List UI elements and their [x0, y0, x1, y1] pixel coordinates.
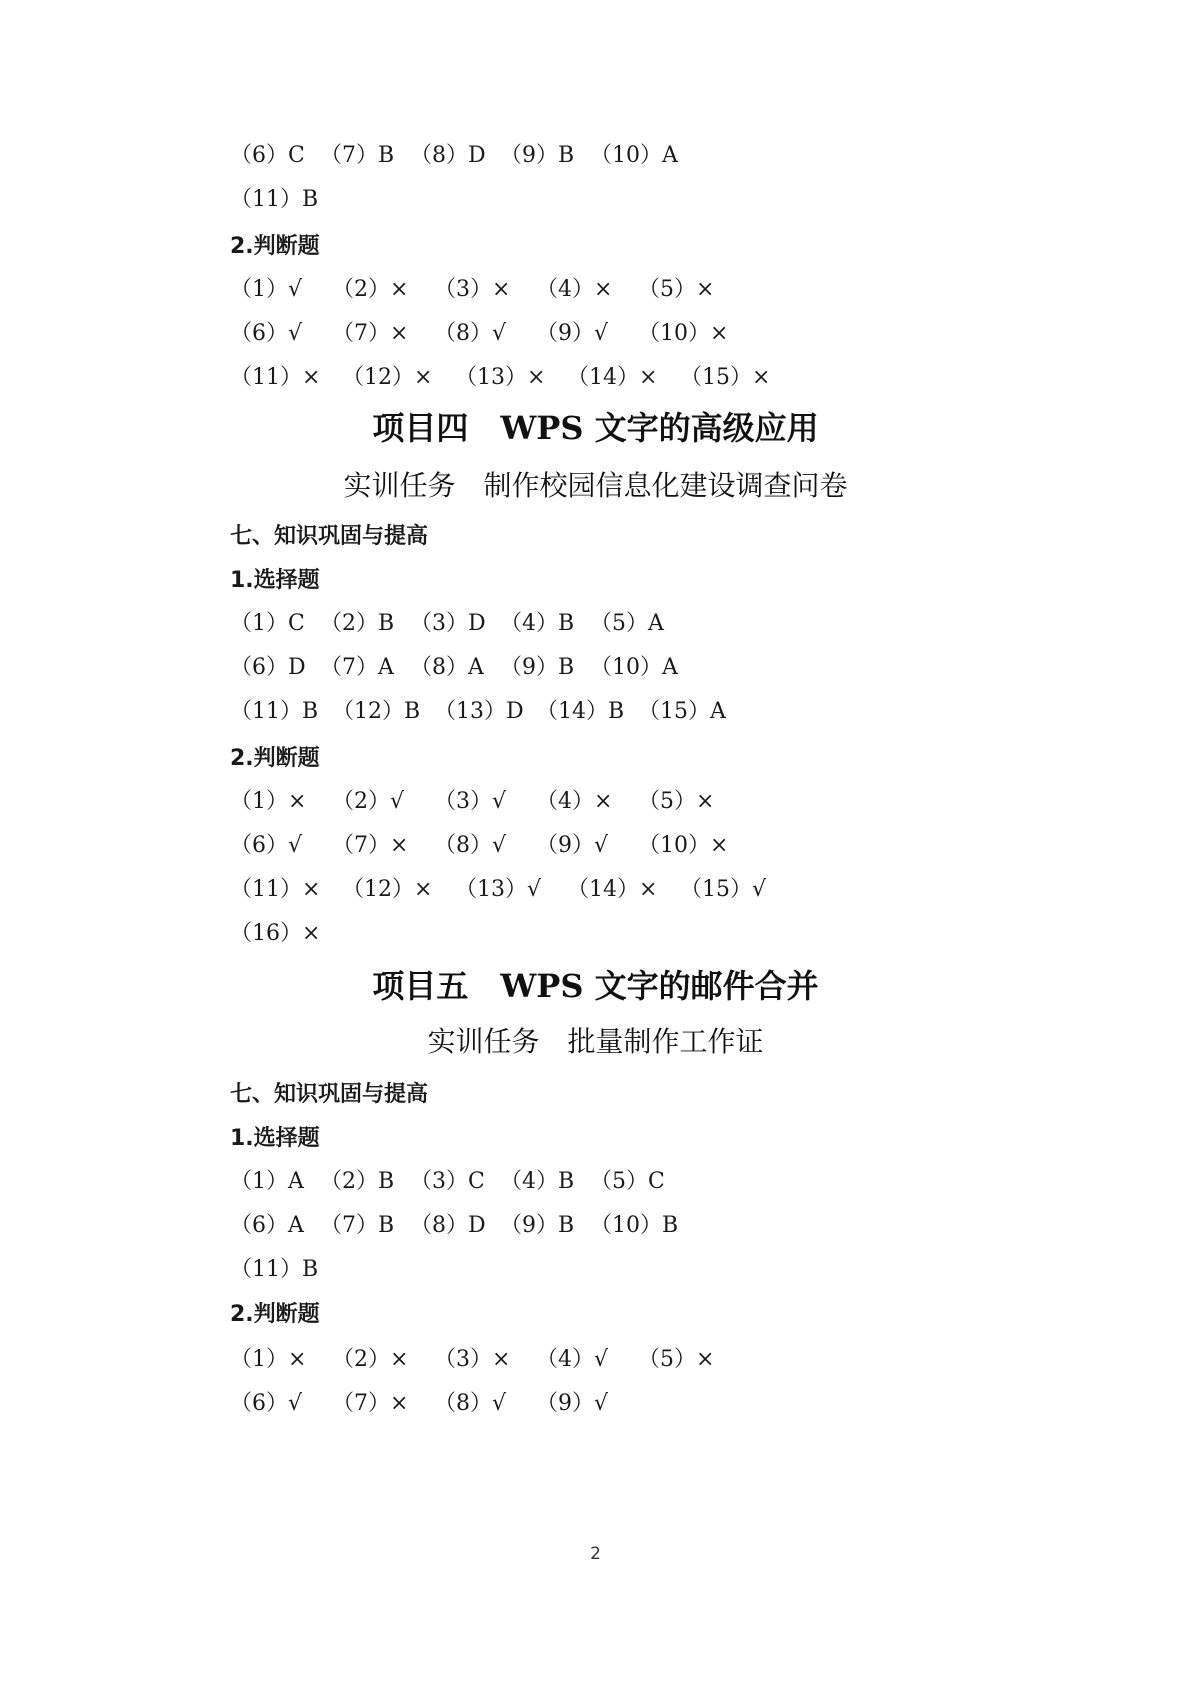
section-heading: 2.判断题 — [230, 234, 320, 259]
answer-item: （1）√ — [230, 277, 303, 302]
answer-item: （11）× — [230, 365, 321, 390]
answer-item: （7）× — [332, 321, 409, 346]
answer-item: （7）B — [320, 1213, 395, 1238]
answer-item: （11）× — [230, 877, 321, 902]
answer-item: （10）× — [638, 321, 729, 346]
answer-item: （9）√ — [536, 833, 609, 858]
answer-item: （9）√ — [536, 321, 609, 346]
answer-item: （3）D — [410, 611, 486, 636]
answer-item: （4）√ — [536, 1347, 609, 1372]
answer-item: （8）D — [410, 143, 486, 168]
answer-item: （1）C — [230, 611, 305, 636]
answer-item: （5）C — [590, 1169, 665, 1194]
answer-item: （2）B — [320, 611, 395, 636]
answer-item: （4）× — [536, 789, 613, 814]
answer-item: （15）√ — [680, 877, 767, 902]
answer-item: （8）D — [410, 1213, 486, 1238]
answer-item: （10）A — [590, 143, 678, 168]
answer-item: （1）A — [230, 1169, 304, 1194]
answer-item: （6）D — [230, 655, 306, 680]
section-heading: 2.判断题 — [230, 1302, 320, 1327]
answer-item: （3）× — [434, 277, 511, 302]
section-heading: 1.选择题 — [230, 568, 320, 593]
answer-item: （5）× — [638, 277, 715, 302]
answer-item: （6）A — [230, 1213, 304, 1238]
answer-item: （1）× — [230, 789, 307, 814]
answer-item: （8）√ — [434, 833, 507, 858]
answer-item: （4）B — [500, 1169, 575, 1194]
answer-item: （12）× — [342, 365, 433, 390]
answer-item: （8）√ — [434, 1391, 507, 1416]
answer-item: （2）× — [332, 1347, 409, 1372]
section-heading: 2.判断题 — [230, 746, 320, 771]
answer-item: （4）× — [536, 277, 613, 302]
answer-item: （1）× — [230, 1347, 307, 1372]
answer-item: （5）× — [638, 1347, 715, 1372]
answer-item: （13）D — [434, 699, 524, 724]
answer-item: （15）× — [680, 365, 771, 390]
answer-item: （10）A — [590, 655, 678, 680]
section-heading: 1.选择题 — [230, 1126, 320, 1151]
answer-item: （2）√ — [332, 789, 405, 814]
answer-item: （6）√ — [230, 321, 303, 346]
answer-item: （3）× — [434, 1347, 511, 1372]
section-heading: 七、知识巩固与提高 — [230, 524, 429, 549]
answer-item: （6）√ — [230, 833, 303, 858]
task-title: 实训任务 批量制作工作证 — [427, 1025, 764, 1058]
answer-item: （7）B — [320, 143, 395, 168]
task-title: 实训任务 制作校园信息化建设调查问卷 — [343, 469, 848, 502]
answer-item: （5）× — [638, 789, 715, 814]
answer-item: （11）B — [230, 1257, 319, 1282]
answer-item: （14）× — [567, 877, 658, 902]
answer-item: （14）B — [536, 699, 625, 724]
answer-item: （14）× — [567, 365, 658, 390]
answer-item: （9）B — [500, 143, 575, 168]
answer-item: （2）B — [320, 1169, 395, 1194]
answer-item: （9）√ — [536, 1391, 609, 1416]
answer-item: （13）√ — [455, 877, 542, 902]
answer-item: （10）× — [638, 833, 729, 858]
answer-item: （16）× — [230, 921, 321, 946]
answer-item: （9）B — [500, 1213, 575, 1238]
answer-item: （8）A — [410, 655, 484, 680]
section-heading: 七、知识巩固与提高 — [230, 1082, 429, 1107]
answer-item: （11）B — [230, 187, 319, 212]
answer-item: （9）B — [500, 655, 575, 680]
answer-item: （10）B — [590, 1213, 679, 1238]
answer-item: （12）× — [342, 877, 433, 902]
project-title: 项目五 WPS 文字的邮件合并 — [372, 967, 819, 1005]
answer-item: （13）× — [455, 365, 546, 390]
answer-item: （15）A — [638, 699, 726, 724]
answer-item: （2）× — [332, 277, 409, 302]
answer-item: （6）√ — [230, 1391, 303, 1416]
answer-item: （7）× — [332, 1391, 409, 1416]
answer-item: （12）B — [332, 699, 421, 724]
answer-item: （5）A — [590, 611, 664, 636]
answer-item: （6）C — [230, 143, 305, 168]
answer-item: （11）B — [230, 699, 319, 724]
answer-item: （3）C — [410, 1169, 485, 1194]
answer-item: （3）√ — [434, 789, 507, 814]
project-title: 项目四 WPS 文字的高级应用 — [372, 409, 819, 447]
answer-item: （4）B — [500, 611, 575, 636]
page-number: 2 — [590, 1544, 601, 1564]
answer-item: （7）A — [320, 655, 394, 680]
answer-item: （8）√ — [434, 321, 507, 346]
answer-item: （7）× — [332, 833, 409, 858]
